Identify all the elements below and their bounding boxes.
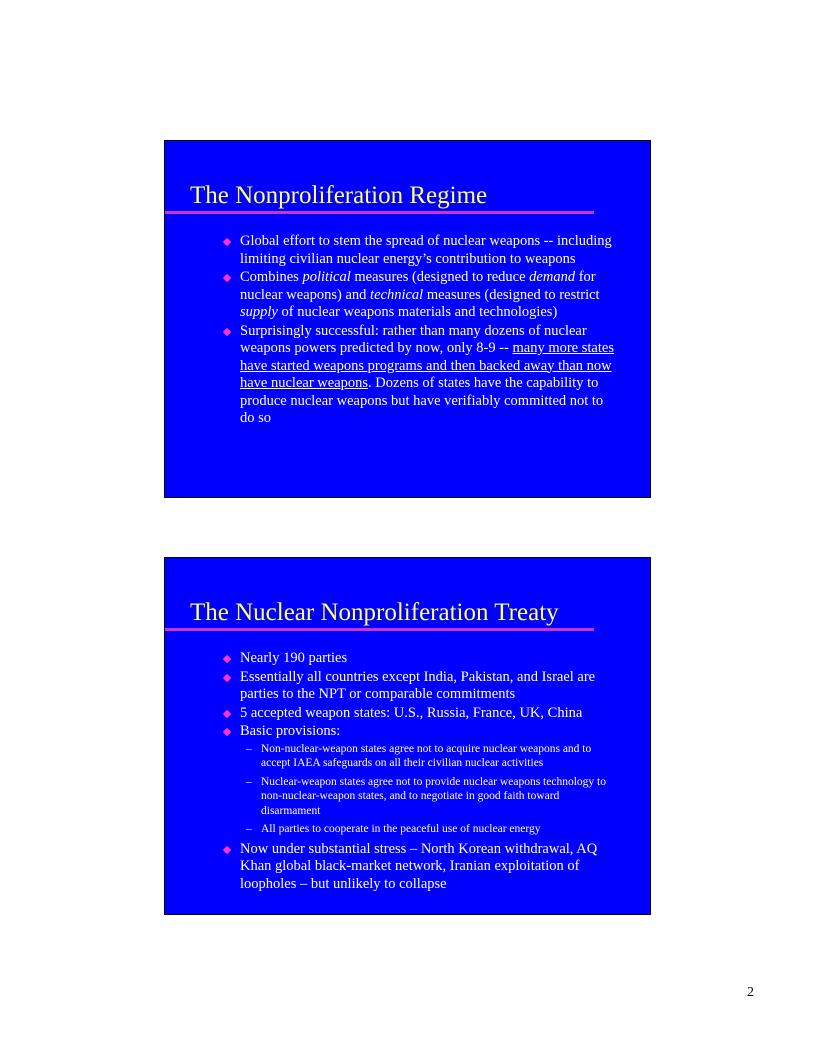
bullet-text: Nearly 190 parties	[240, 650, 348, 666]
italic-segment: demand	[529, 269, 576, 285]
bullet-item	[220, 705, 620, 723]
underlined-segment: many more states have started weapons programs and then backed away than now have nuclear weapons	[240, 340, 614, 391]
sub-bullet-text: Nuclear-weapon states agree not to provide nuclear weapons technology to non-nuclear-weapon states, and to negotiate in good faith toward disarmament	[261, 775, 606, 817]
slide-npt	[164, 557, 651, 915]
bullet-text	[240, 269, 600, 320]
title-underline-rule	[165, 211, 594, 214]
text-segment: Surprisingly successful: rather than many dozens of nuclear weapons powers predicted by now, only 8-9 --	[240, 322, 587, 356]
text-segment: of nuclear weapons materials and technologies)	[277, 304, 558, 320]
sub-bullet-item	[240, 775, 620, 819]
sub-bullet-text: Non-nuclear-weapon states agree not to acquire nuclear weapons and to accept IAEA safeguards on all their civilian nuclear activities	[261, 742, 592, 769]
text-segment: for nuclear weapons) and	[240, 269, 596, 303]
bullet-text: Now under substantial stress – North Korean withdrawal, AQ Khan global black-market network, Iranian exploitation of loopholes – but unlikely to collapse	[240, 840, 598, 892]
bullet-item	[220, 323, 620, 428]
bullet-item	[220, 233, 620, 268]
diamond-bullet-icon	[223, 327, 231, 335]
diamond-bullet-icon	[223, 845, 231, 853]
bullet-item	[220, 269, 620, 322]
sub-bullet-list	[240, 742, 620, 837]
bullet-item	[220, 723, 620, 837]
italic-segment: technical	[370, 286, 424, 303]
bullet-item	[220, 669, 620, 704]
sub-bullet-item	[240, 822, 620, 837]
bullet-text	[240, 323, 614, 427]
dash-bullet-icon: –	[246, 823, 252, 835]
bullet-list	[220, 650, 620, 894]
bullet-text: Basic provisions:	[240, 723, 341, 739]
diamond-bullet-icon	[223, 238, 231, 246]
diamond-bullet-icon	[223, 673, 231, 681]
diamond-bullet-icon	[223, 709, 231, 717]
bullet-item	[220, 841, 620, 894]
sub-bullet-item	[240, 742, 620, 771]
bullet-text: 5 accepted weapon states: U.S., Russia, France, UK, China	[240, 704, 583, 721]
text-segment: . Dozens of states have the capability to produce nuclear weapons but have verifiably committed not to do so	[240, 375, 604, 426]
dash-bullet-icon: –	[246, 742, 252, 755]
diamond-bullet-icon	[223, 655, 231, 663]
text-segment: Combines	[240, 269, 303, 285]
bullet-text: Essentially all countries except India, Pakistan, and Israel are parties to the NPT or comparable commitments	[240, 668, 596, 702]
italic-segment: supply	[240, 304, 278, 320]
slide-title: The Nuclear Nonproliferation Treaty	[190, 599, 559, 626]
bullet-text: Global effort to stem the spread of nuclear weapons -- including limiting civilian nuclear energy’s contribution to weapons	[240, 233, 612, 267]
slide-title: The Nonproliferation Regime	[190, 182, 488, 209]
diamond-bullet-icon	[223, 274, 231, 282]
title-underline-rule	[165, 628, 594, 631]
bullet-list	[220, 233, 620, 429]
text-segment: measures (designed to restrict	[423, 286, 600, 303]
bullet-item	[220, 650, 620, 668]
slide-nonproliferation-regime	[164, 140, 651, 498]
text-segment: measures (designed to reduce	[350, 269, 530, 285]
page-number: 2	[747, 985, 754, 1000]
italic-segment: political	[302, 269, 351, 285]
diamond-bullet-icon	[223, 728, 231, 736]
dash-bullet-icon: –	[246, 775, 252, 788]
sub-bullet-text: All parties to cooperate in the peaceful use of nuclear energy	[261, 823, 541, 835]
